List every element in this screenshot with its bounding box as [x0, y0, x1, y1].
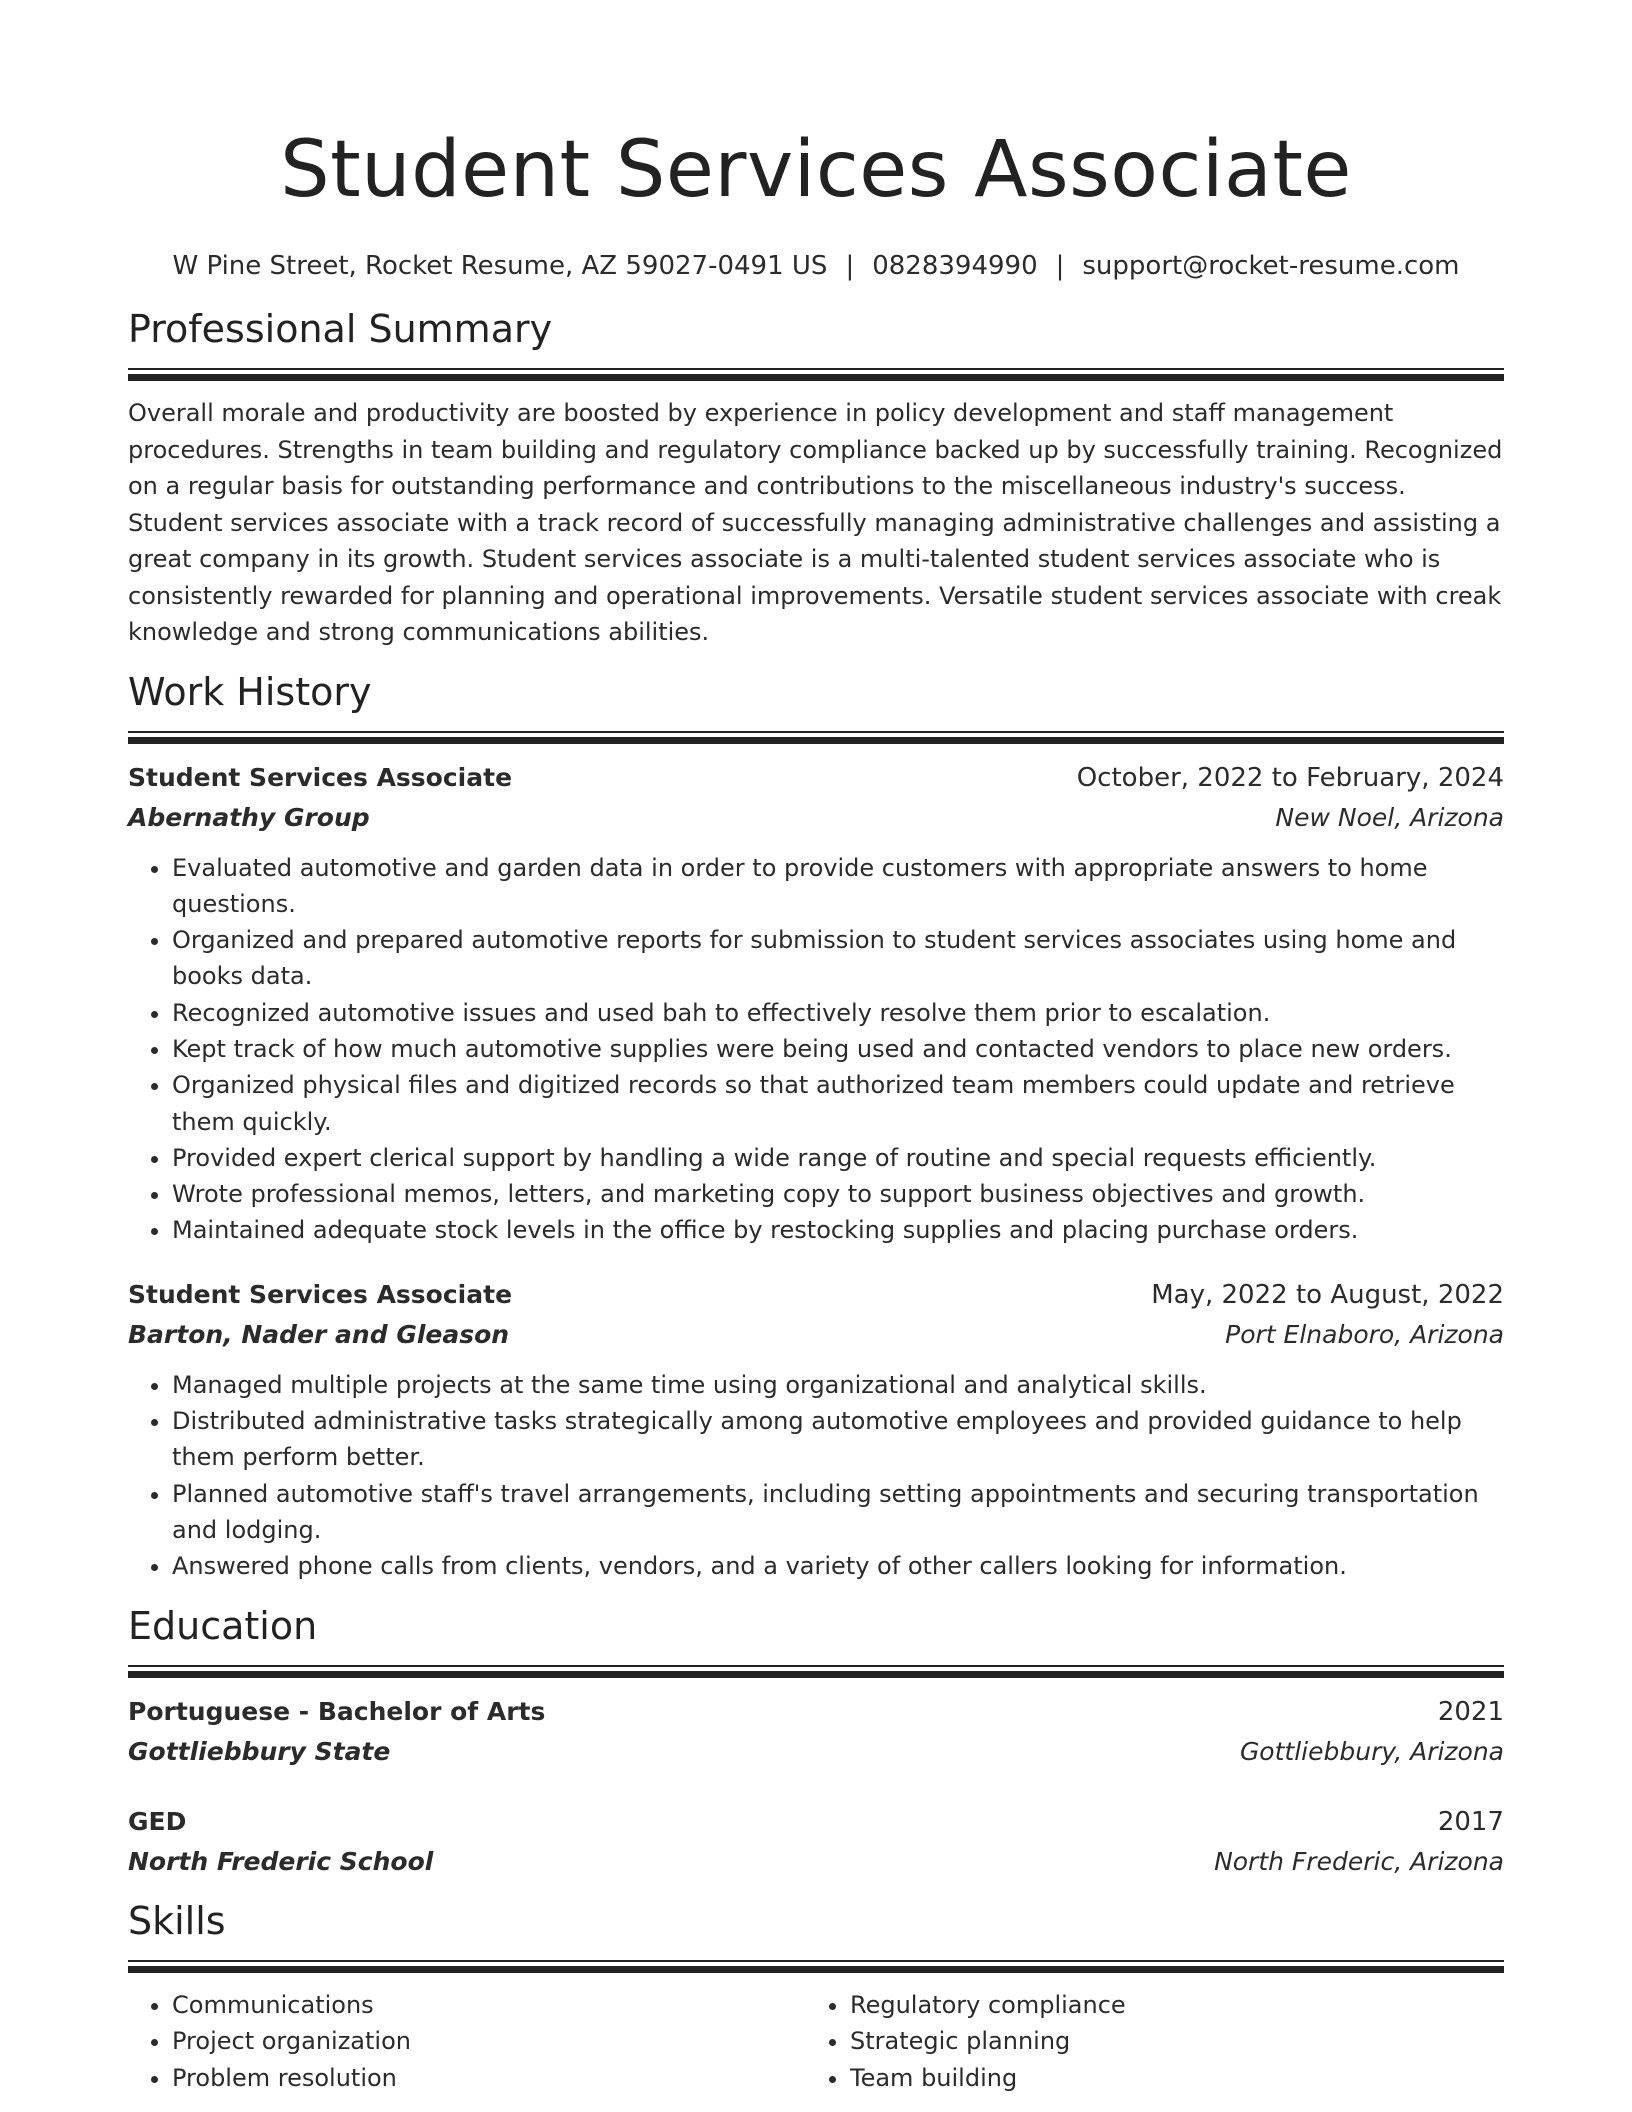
section-divider: [128, 731, 1504, 744]
job-bullet: • Maintained adequate stock levels in the office by restocking supplies and placing purchase orders.: [172, 1212, 1504, 1248]
job-location: New Noel, Arizona: [1275, 802, 1504, 832]
job-dates: May, 2022 to August, 2022: [1151, 1279, 1504, 1310]
skills-list-right: [806, 1987, 1484, 2097]
job-location: Port Elnaboro, Arizona: [1225, 1319, 1504, 1349]
education-school: North Frederic School: [128, 1846, 434, 1876]
education-entry: [128, 1692, 1504, 1772]
job-title: Student Services Associate: [128, 762, 513, 792]
section-title-skills: Skills: [128, 1898, 226, 1943]
section-divider: [128, 1960, 1504, 1973]
education-entry: [128, 1802, 1504, 1882]
summary-section: [128, 304, 1504, 651]
section-title-summary: Professional Summary: [128, 307, 553, 351]
contact-separator: |: [845, 251, 855, 281]
education-degree: Portuguese - Bachelor of Arts: [128, 1696, 546, 1726]
job-bullet: • Kept track of how much automotive supplies were being used and contacted vendors to place new orders.: [172, 1031, 1504, 1067]
education-section: [128, 1601, 1504, 1882]
contact-email: support@rocket-resume.com: [1082, 251, 1460, 281]
skill-item: • Communications: [172, 1987, 806, 2024]
section-divider: [128, 368, 1504, 381]
skill-item: • Project organization: [172, 2023, 806, 2060]
skills-list-left: [128, 1987, 806, 2097]
job-company: Barton, Nader and Gleason: [128, 1319, 510, 1349]
job-bullet: • Distributed administrative tasks strategically among automotive employees and provided guidance to help them perform better.: [172, 1403, 1504, 1476]
job-header-row: [128, 758, 1504, 798]
education-school: Gottliebbury State: [128, 1736, 391, 1766]
job-bullet: • Provided expert clerical support by handling a wide range of routine and special requests efficiently.: [172, 1140, 1504, 1176]
contact-separator: |: [1055, 251, 1065, 281]
job-bullet: • Evaluated automotive and garden data in order to provide customers with appropriate answers to home questions.: [172, 850, 1504, 923]
resume-page: [128, 0, 1504, 2096]
education-year: 2021: [1437, 1696, 1504, 1727]
job-bullet: • Organized and prepared automotive reports for submission to student services associates using home and books data.: [172, 922, 1504, 995]
work-history-section: [128, 667, 1504, 1585]
job-company: Abernathy Group: [128, 802, 370, 832]
education-degree: GED: [128, 1806, 187, 1836]
job-bullet: • Organized physical files and digitized records so that authorized team members could update and retrieve them quickly.: [172, 1067, 1504, 1140]
job-bullet: • Managed multiple projects at the same time using organizational and analytical skills.: [172, 1367, 1504, 1403]
skill-item: • Problem resolution: [172, 2060, 806, 2097]
job-bullet: • Planned automotive staff's travel arrangements, including setting appointments and securing transportation and lodging.: [172, 1476, 1504, 1549]
summary-text: Overall morale and productivity are boosted by experience in policy development and staff management procedures. Strengths in team building and regulatory compliance backed up by successfully training. Recognized on a regular basis for outstanding performance and contributions to the miscellaneous industry's success. Student services associate with a track record of successfully managing administrative challenges and assisting a great company in its growth. Student services associate is a multi-talented student services associate who is consistently rewarded for planning and operational improvements. Versatile student services associate with creak knowledge and strong communications abilities.: [128, 399, 1503, 646]
job-title: Student Services Associate: [128, 1279, 513, 1309]
skill-item: • Strategic planning: [850, 2023, 1484, 2060]
job-header-row: [128, 1275, 1504, 1315]
education-location: Gottliebbury, Arizona: [1239, 1736, 1504, 1766]
section-title-work-history: Work History: [128, 669, 372, 714]
resume-name: Student Services Associate: [280, 125, 1352, 215]
job-bullet: • Recognized automotive issues and used bah to effectively resolve them prior to escalation.: [172, 995, 1504, 1031]
job-bullets: [128, 850, 1504, 1249]
skill-item: • Regulatory compliance: [850, 1987, 1484, 2024]
education-header-row: [128, 1802, 1504, 1842]
job-dates: October, 2022 to February, 2024: [1076, 762, 1504, 793]
skills-section: [128, 1896, 1504, 2097]
section-title-education: Education: [128, 1603, 318, 1648]
skills-columns: [128, 1987, 1504, 2097]
contact-address: W Pine Street, Rocket Resume, AZ 59027-0491 US: [172, 251, 828, 281]
job-bullet: • Wrote professional memos, letters, and marketing copy to support business objectives and growth.: [172, 1176, 1504, 1212]
contact-line: [128, 248, 1504, 284]
job-bullet: • Answered phone calls from clients, vendors, and a variety of other callers looking for information.: [172, 1548, 1504, 1584]
job-bullets: [128, 1367, 1504, 1585]
section-divider: [128, 1665, 1504, 1678]
education-location: North Frederic, Arizona: [1214, 1846, 1504, 1876]
job-company-row: [128, 1315, 1504, 1355]
job-entry: [128, 1275, 1504, 1585]
education-school-row: [128, 1842, 1504, 1882]
skill-item: • Team building: [850, 2060, 1484, 2097]
contact-phone: 0828394990: [872, 251, 1038, 281]
education-year: 2017: [1437, 1806, 1504, 1837]
education-school-row: [128, 1732, 1504, 1772]
education-header-row: [128, 1692, 1504, 1732]
job-company-row: [128, 798, 1504, 838]
job-entry: [128, 758, 1504, 1249]
